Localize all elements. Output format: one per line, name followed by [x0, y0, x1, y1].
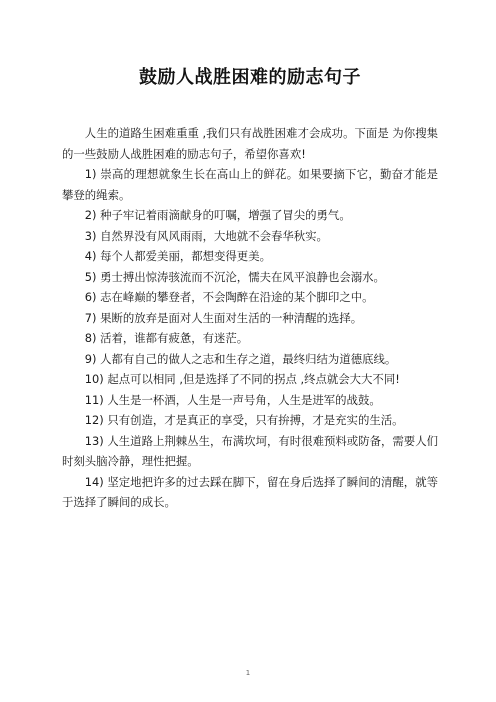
quote-item-2: 2) 种子牢记着雨滴献身的叮嘱，增强了冒尖的勇气。 [84, 208, 351, 222]
quote-item-13: 13) 人生道路上荆棘丛生，布满坎坷，有时很难预料或防备，需要人们时刻头脑冷静，理性把握。 [62, 433, 438, 468]
quote-item-7: 7) 果断的放弃是面对人生面对生活的一种清醒的选择。 [84, 310, 363, 325]
quote-item-11: 11) 人生是一杯酒，人生是一声号角，人生是进军的战鼓。 [84, 392, 381, 407]
quote-item-9: 9) 人都有自己的做人之志和生存之道，最终归结为道德底线。 [84, 351, 397, 366]
quote-item-10: 10) 起点可以相同 ,但是选择了不同的拐点 ,终点就会大大不同! [84, 372, 400, 386]
quote-item-12: 12) 只有创造，才是真正的享受，只有拚搏，才是充实的生活。 [84, 413, 404, 427]
quote-item-1: 1) 崇高的理想就象生长在高山上的鲜花。如果要摘下它，勤奋才能是攀登的绳索。 [62, 167, 438, 202]
document-title: 鼓励人战胜困难的励志句子 [139, 67, 361, 88]
page-number: 1 [245, 669, 251, 677]
quote-item-6: 6) 志在峰巅的攀登者，不会陶醉在沿途的某个脚印之中。 [84, 290, 374, 304]
quote-item-5: 5) 勇士搏出惊涛骇流而不沉沦，懦夫在风平浪静也会溺水。 [84, 269, 385, 284]
quote-item-14: 14) 坚定地把许多的过去踩在脚下，留在身后选择了瞬间的清醒，就等于选择了瞬间的成长。 [62, 474, 438, 509]
quote-item-8: 8) 活着，谁都有疲惫，有迷茫。 [84, 331, 249, 345]
quote-item-3: 3) 自然界没有风风雨雨，大地就不会春华秋实。 [84, 228, 328, 243]
quote-item-4: 4) 每个人都爱美丽，都想变得更美。 [84, 249, 271, 263]
document-body [62, 123, 438, 513]
intro-paragraph: 人生的道路生困难重重 ,我们只有战胜困难才会成功。下面是 为你搜集的一些鼓励人战胜困难的励志句子，希望你喜欢! [62, 126, 438, 161]
